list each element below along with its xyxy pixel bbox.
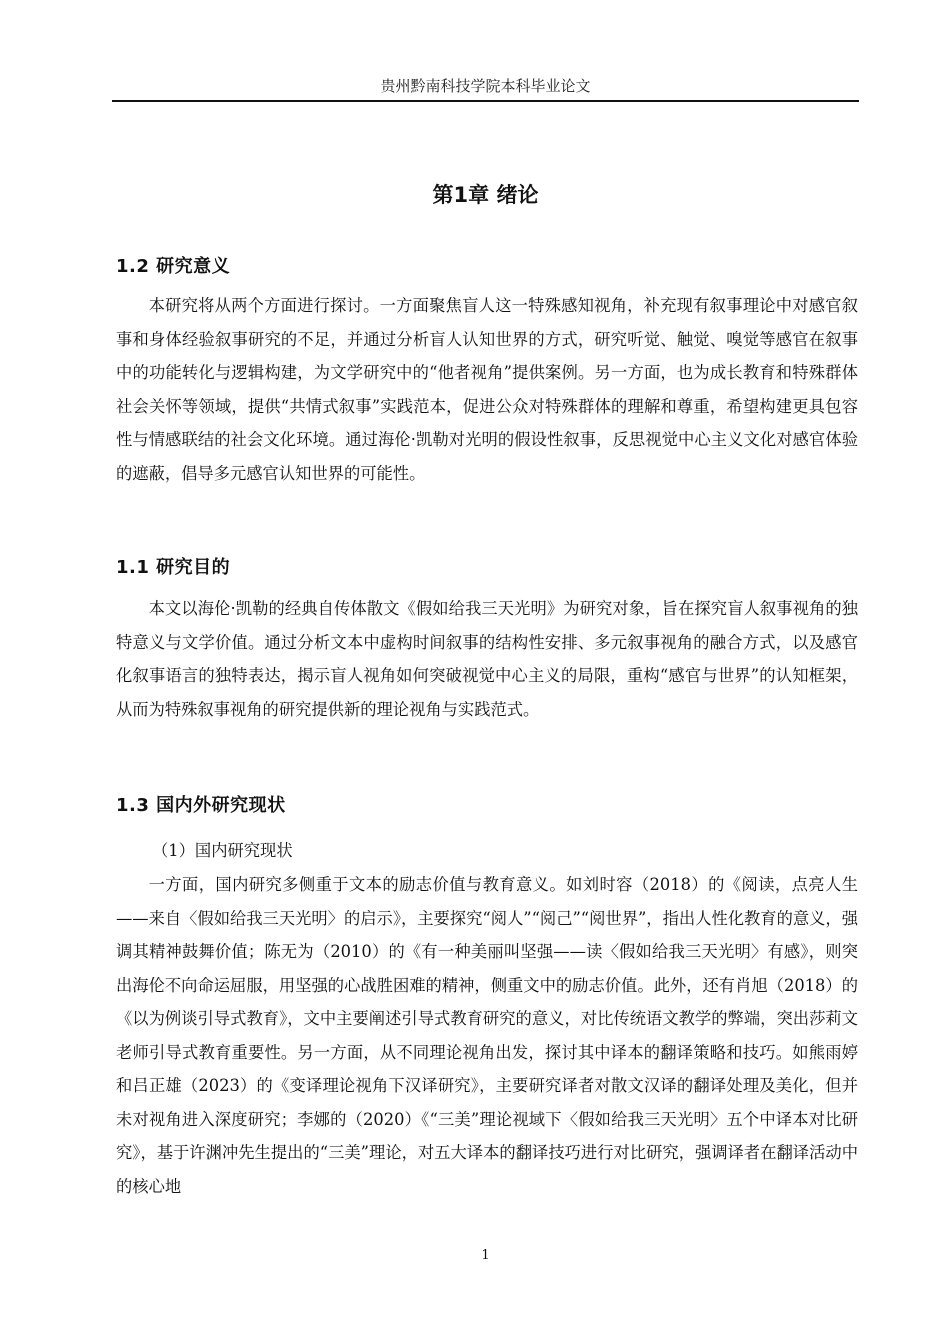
paragraph-purpose: 本文以海伦·凯勒的经典自传体散文《假如给我三天光明》为研究对象，旨在探究盲人叙事视角的独特意义与文学价值。通过分析文本中虚构时间叙事的结构性安排、多元叙事视角的融合方式，以及感官化叙事语言的独特表达，揭示盲人视角如何突破视觉中心主义的局限，重构“感官与世界”的认知框架，从而为特殊叙事视角的研究提供新的理论视角与实践范式。 [116,599,858,719]
section-heading-significance: 1.2 研究意义 [116,256,231,277]
paragraph-significance: 本研究将从两个方面进行探讨。一方面聚焦盲人这一特殊感知视角，补充现有叙事理论中对感官叙事和身体经验叙事研究的不足，并通过分析盲人认知世界的方式，研究听觉、触觉、嗅觉等感官在叙事中的功能转化与逻辑构建，为文学研究中的“他者视角”提供案例。另一方面，也为成长教育和特殊群体社会关怀等领域，提供“共情式叙事”实践范本，促进公众对特殊群体的理解和尊重，希望构建更具包容性与情感联结的社会文化环境。通过海伦·凯勒对光明的假设性叙事，反思视觉中心主义文化对感官体验的遮蔽，倡导多元感官认知世界的可能性。 [116,296,858,483]
running-header: 贵州黔南科技学院本科毕业论文 [380,77,591,95]
paragraph-domestic-status: 一方面，国内研究多侧重于文本的励志价值与教育意义。如刘时容（2018）的《阅读，点亮人生——来自〈假如给我三天光明〉的启示》，主要探究“阅人”“阅己”“阅世界”，指出人性化教育的意义，强调其精神鼓舞价值；陈无为（2010）的《有一种美丽叫坚强——读〈假如给我三天光明〉有感》，则突出海伦不向命运屈服，用坚强的心战胜困难的精神，侧重文中的励志价值。此外，还有肖旭（2018）的《以为例谈引导式教育》，文中主要阐述引导式教育研究的意义，对比传统语文教学的弊端，突出莎莉文老师引导式教育重要性。另一方面，从不同理论视角出发，探讨其中译本的翻译策略和技巧。如熊雨婷和吕正雄（2023）的《变译理论视角下汉译研究》，主要研究译者对散文汉译的翻译处理及美化，但并未对视角进入深度研究；李娜的（2020）《“三美”理论视域下〈假如给我三天光明〉五个中译本对比研究》，基于许渊冲先生提出的“三美”理论，对五大译本的翻译技巧进行对比研究，强调译者在翻译活动中的核心地 [116,875,858,1196]
page-number: 1 [481,1248,490,1263]
subheading-domestic-status: （1）国内研究现状 [152,841,293,860]
chapter-title: 第1章 绪论 [432,183,539,207]
header-rule [112,100,859,102]
section-heading-research-status: 1.3 国内外研究现状 [116,795,286,816]
section-heading-purpose: 1.1 研究目的 [116,557,231,578]
